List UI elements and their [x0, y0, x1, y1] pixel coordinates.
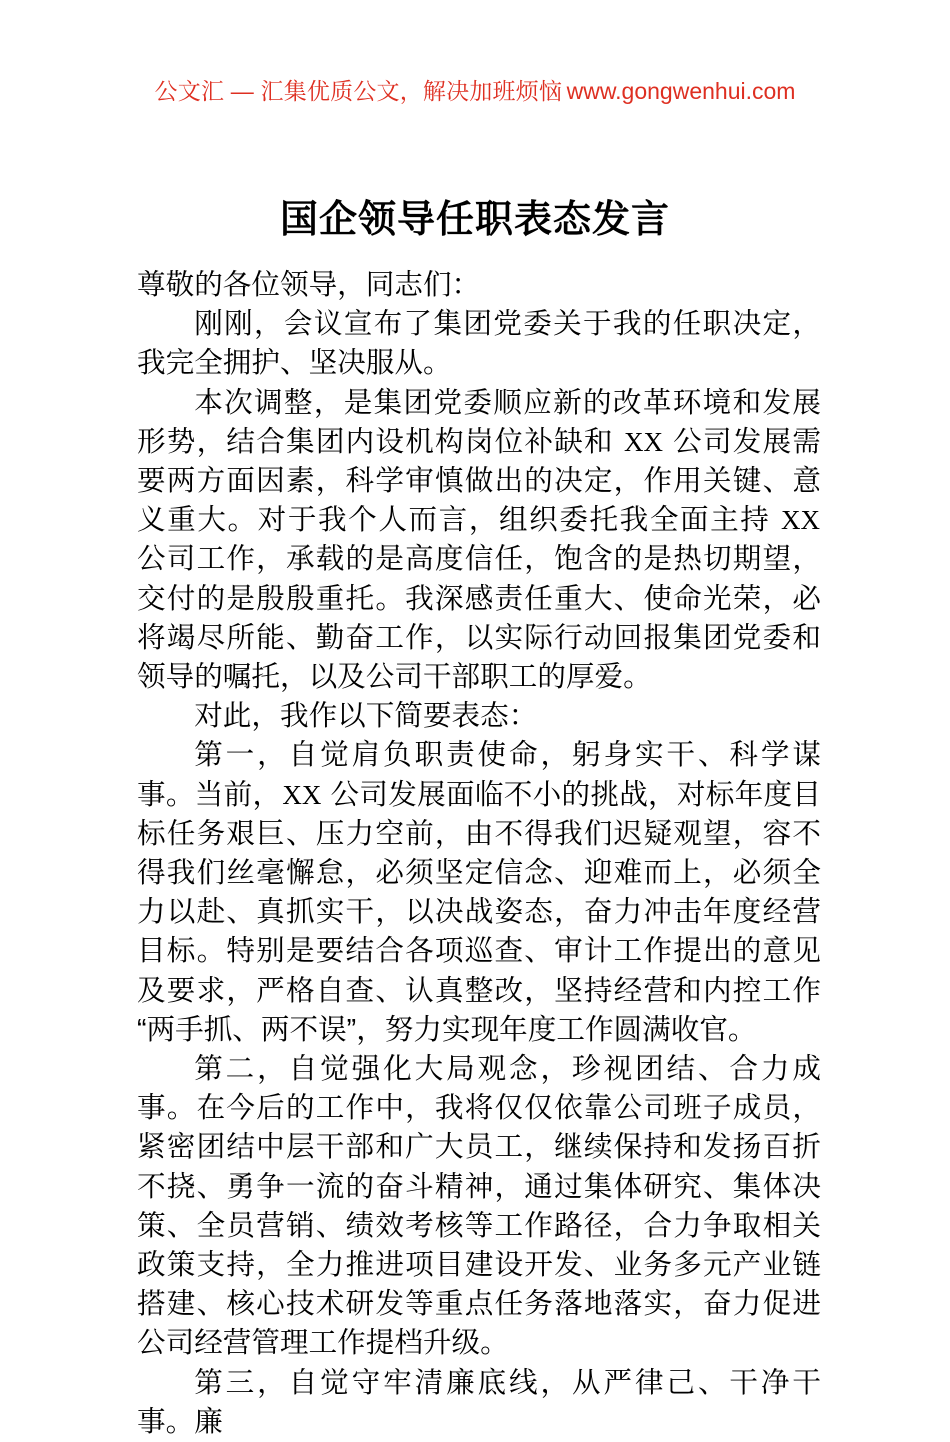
- latin-run: XX: [781, 505, 820, 536]
- paragraph-3: 对此，我作以下简要表态：: [194, 700, 538, 733]
- paragraph-1: 刚刚，会议宣布了集团党委关于我的任职决定，我完全拥护、坚决服从。: [137, 308, 821, 380]
- paragraph-2: 本次调整，是集团党委顺应新的改革环境和发展形势，结合集团内设机构岗位补缺和 XX 公司发展需要两方面因素，科学审慎做出的决定，作用关键、意义重大。对于我个人而言，组织委托我全面主持 XX 公司工作，承载的是高度信任，饱含的是热切期望，交付的是殷殷重托。我深感责任重大、使命光荣，必将竭尽所能、勤奋工作，以实际行动回报集团党委和领导的嘱托，以及公司干部职工的厚爱。: [137, 386, 821, 694]
- latin-run: XX: [282, 779, 322, 810]
- site-watermark-header: [0, 80, 950, 103]
- site-url-text: www.gongwenhui.com: [566, 78, 796, 104]
- paragraph-point-1: 第一，自觉肩负职责使命，躬身实干、科学谋事。当前，XX 公司发展面临不小的挑战，对标年度目标任务艰巨、压力空前，由不得我们迟疑观望，容不得我们丝毫懈怠，必须坚定信念、迎难而上，必须全力以赴、真抓实干，以决战姿态，奋力冲击年度经营目标。特别是要结合各项巡查、审计工作提出的意见及要求，严格自查、认真整改，坚持经营和内控工作“两手抓、两不误”，努力实现年度工作圆满收官。: [137, 739, 821, 1046]
- paragraph-point-2: 第二，自觉强化大局观念，珍视团结、合力成事。在今后的工作中，我将仅仅依靠公司班子成员，紧密团结中层干部和广大员工，继续保持和发扬百折不挠、勇争一流的奋斗精神，通过集体研究、集体决策、全员营销、绩效考核等工作路径，合力争取相关政策支持，全力推进项目建设开发、业务多元产业链搭建、核心技术研发等重点任务落地落实，奋力促进公司经营管理工作提档升级。: [137, 1053, 821, 1360]
- paragraph-point-3: 第三，自觉守牢清廉底线，从严律己、干净干事。廉: [137, 1366, 821, 1438]
- paragraph-salutation: 尊敬的各位领导，同志们：: [137, 269, 481, 301]
- document-title: 国企领导任职表态发言: [279, 199, 670, 242]
- latin-run: XX: [624, 426, 664, 457]
- site-brand-text: 公文汇 — 汇集优质公文，解决加班烦恼: [154, 78, 563, 104]
- document-body: [137, 266, 821, 1442]
